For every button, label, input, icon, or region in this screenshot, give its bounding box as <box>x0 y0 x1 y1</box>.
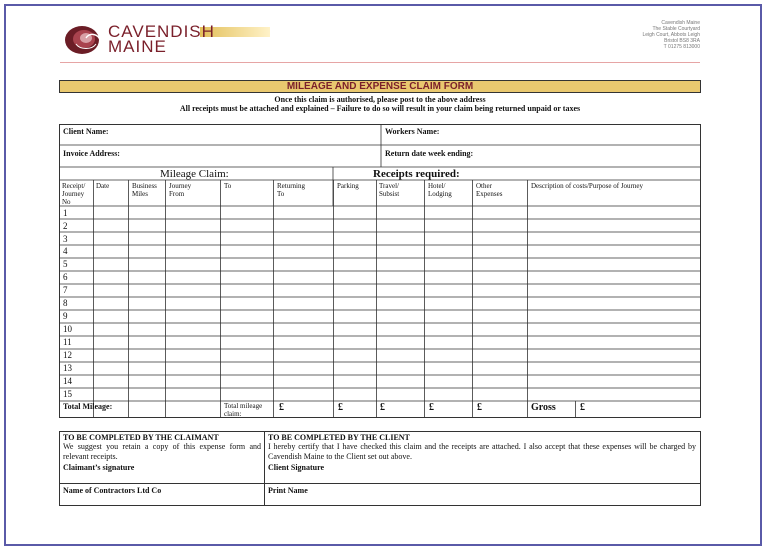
col-returning-to: Returning To <box>277 182 305 198</box>
currency-symbol: £ <box>580 402 585 413</box>
row-number: 8 <box>63 298 68 308</box>
gross-label: Gross <box>531 402 556 413</box>
row-number: 10 <box>63 324 72 334</box>
claimant-signature-label: Claimant’s signature <box>63 463 135 472</box>
currency-symbol: £ <box>380 402 385 413</box>
row-number: 9 <box>63 311 68 321</box>
instruction-post: Once this claim is authorised, please post to the above address <box>274 95 486 104</box>
row-number: 14 <box>63 376 72 386</box>
company-address <box>642 20 700 50</box>
receipts-required-heading: Receipts required: <box>373 168 460 180</box>
claim-table <box>59 124 701 418</box>
row-number: 15 <box>63 389 72 399</box>
col-journey-from: Journey From <box>169 182 192 198</box>
print-name-label: Print Name <box>268 486 308 495</box>
client-heading: TO BE COMPLETED BY THE CLIENT <box>268 433 410 442</box>
row-number: 2 <box>63 221 68 231</box>
currency-symbol: £ <box>477 402 482 413</box>
col-other-expenses: Other Expenses <box>476 182 503 198</box>
row-number: 4 <box>63 246 68 256</box>
row-number: 7 <box>63 285 68 295</box>
nautilus-shell-icon <box>62 22 104 56</box>
address-line: The Stable Courtyard <box>652 26 700 32</box>
claimant-heading: TO BE COMPLETED BY THE CLAIMANT <box>63 433 219 442</box>
logo-line-1: CAVENDISH <box>108 22 215 41</box>
row-number: 11 <box>63 337 72 347</box>
mileage-claim-heading: Mileage Claim: <box>160 168 229 180</box>
currency-symbol: £ <box>279 402 284 413</box>
col-parking: Parking <box>337 182 359 190</box>
logo-text <box>108 24 215 54</box>
row-number: 12 <box>63 350 72 360</box>
address-line: T 01275 813000 <box>663 44 700 50</box>
row-number: 5 <box>63 259 68 269</box>
row-number: 1 <box>63 208 68 218</box>
row-number: 3 <box>63 234 68 244</box>
logo <box>62 22 312 58</box>
claimant-text: We suggest you retain a copy of this expense form and relevant receipts. <box>63 442 261 461</box>
invoice-address-label: Invoice Address: <box>63 149 120 158</box>
total-mileage-label: Total Mileage: <box>63 402 113 411</box>
address-line: Cavendish Maine <box>661 20 700 26</box>
return-date-label: Return date week ending: <box>385 149 474 158</box>
header-divider <box>60 62 700 63</box>
row-number: 13 <box>63 363 72 373</box>
contractor-name-label: Name of Contractors Ltd Co <box>63 486 162 495</box>
client-signature-label: Client Signature <box>268 463 325 472</box>
col-date: Date <box>96 182 110 190</box>
form-title: MILEAGE AND EXPENSE CLAIM FORM <box>59 80 701 93</box>
col-receipt-journey-no: Receipt/ Journey No <box>62 182 86 206</box>
col-travel-subsist: Travel/ Subsist <box>379 182 400 198</box>
address-line: Leigh Court, Abbots Leigh <box>642 32 700 38</box>
address-line: Bristol BS8 3RA <box>664 38 700 44</box>
workers-name-label: Workers Name: <box>385 127 440 136</box>
col-description: Description of costs/Purpose of Journey <box>531 182 643 190</box>
signature-section <box>59 431 701 506</box>
currency-symbol: £ <box>338 402 343 413</box>
row-number: 6 <box>63 272 68 282</box>
instruction-receipts: All receipts must be attached and explained – Failure to do so will result in your claim being returned unpaid or taxes <box>179 104 581 113</box>
client-certification-text: I hereby certify that I have checked this claim and the receipts are attached. I also accept that these expenses will be charged by Cavendish Maine to the Client set out above. <box>268 442 696 461</box>
col-hotel-lodging: Hotel/ Lodging <box>428 182 452 198</box>
col-business-miles: Business Miles <box>132 182 157 198</box>
col-to: To <box>224 182 232 190</box>
client-name-label: Client Name: <box>63 127 109 136</box>
logo-line-2: MAINE <box>108 37 167 56</box>
total-mileage-claim-label: Total mileage claim: <box>224 402 263 418</box>
currency-symbol: £ <box>429 402 434 413</box>
